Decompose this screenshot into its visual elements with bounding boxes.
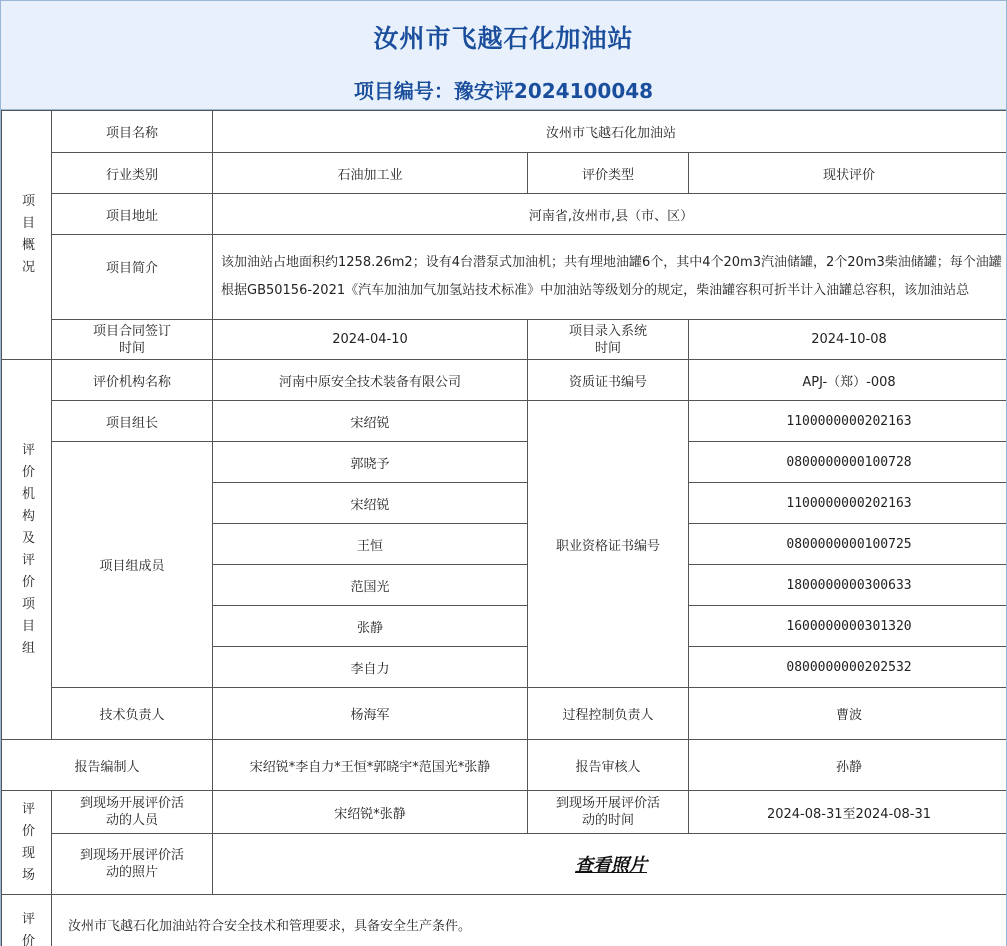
view-photos-link[interactable]: 查看照片 [575, 855, 647, 876]
site-time-label-text: 到现场开展评价活动的时间 [553, 795, 663, 829]
conclusion-text: 汝州市飞越石化加油站符合安全技术和管理要求，具备安全生产条件。 [52, 895, 1007, 946]
member-cert: 0800000000100728 [689, 442, 1007, 483]
process-lead-value: 曹波 [689, 688, 1007, 740]
contract-date-value: 2024-04-10 [213, 320, 528, 360]
process-lead-label: 过程控制负责人 [528, 688, 689, 740]
site-photo-label [52, 834, 213, 895]
address-value: 河南省,汝州市,县（市、区） [213, 194, 1007, 235]
leader-cert: 1100000000202163 [689, 401, 1007, 442]
agency-label: 评价机构名称 [52, 360, 213, 401]
cert-number-label: 资质证书编号 [528, 360, 689, 401]
agency-value: 河南中原安全技术装备有限公司 [213, 360, 528, 401]
contract-date-label-text: 项目合同签订时间 [92, 323, 172, 357]
site-photo-label-text: 到现场开展评价活动的照片 [77, 847, 187, 881]
industry-value: 石油加工业 [213, 153, 528, 194]
project-number: 项目编号：豫安评2024100048 [1, 75, 1006, 104]
site-people-label [52, 791, 213, 834]
member-name: 宋绍锐 [213, 483, 528, 524]
report-header [1, 1, 1006, 110]
address-label: 项目地址 [52, 194, 213, 235]
tech-lead-label: 技术负责人 [52, 688, 213, 740]
industry-label: 行业类别 [52, 153, 213, 194]
entry-date-label-text: 项目录入系统时间 [568, 323, 648, 357]
site-people-label-text: 到现场开展评价活动的人员 [77, 795, 187, 829]
conclusion-section-label: 评价 [2, 895, 52, 946]
report-author-value: 宋绍锐*李自力*王恒*郭晓宇*范国光*张静 [213, 740, 528, 791]
entry-date-value: 2024-10-08 [689, 320, 1007, 360]
entry-date-label [528, 320, 689, 360]
brief-label: 项目简介 [52, 235, 213, 320]
qualification-label: 职业资格证书编号 [528, 401, 689, 688]
org-section-label: 评价机构及评价项目组 [2, 360, 52, 740]
site-time-label [528, 791, 689, 834]
report-title: 汝州市飞越石化加油站 [1, 1, 1006, 55]
overview-section-label: 项目概况 [2, 111, 52, 360]
member-cert: 0800000000100725 [689, 524, 1007, 565]
member-name: 张静 [213, 606, 528, 647]
member-name: 郭晓予 [213, 442, 528, 483]
member-name: 李自力 [213, 647, 528, 688]
tech-lead-value: 杨海军 [213, 688, 528, 740]
project-name-label: 项目名称 [52, 111, 213, 153]
eval-type-label: 评价类型 [528, 153, 689, 194]
brief-line-1: 该加油站占地面积约1258.26m2；设有4台潜泵式加油机；共有埋地油罐6个，其中4个20m3汽油储罐，2个20m3柴油储罐；每个油罐 [213, 249, 1007, 277]
eval-type-value: 现状评价 [689, 153, 1007, 194]
member-cert: 1800000000300633 [689, 565, 1007, 606]
report-author-label: 报告编制人 [2, 740, 213, 791]
cert-number-value: APJ-（郑）-008 [689, 360, 1007, 401]
member-cert: 1600000000301320 [689, 606, 1007, 647]
leader-label: 项目组长 [52, 401, 213, 442]
site-people-value: 宋绍锐*张静 [213, 791, 528, 834]
site-time-value: 2024-08-31至2024-08-31 [689, 791, 1007, 834]
report-table [1, 110, 1007, 946]
site-photo-cell [213, 834, 1007, 895]
brief-line-2: 根据GB50156-2021《汽车加油加气加氢站技术标准》中加油站等级划分的规定，柴油罐容积可折半计入油罐总容积，该加油站总 [213, 277, 1007, 305]
report-reviewer-value: 孙静 [689, 740, 1007, 791]
site-section-label: 评价现场 [2, 791, 52, 895]
contract-date-label [52, 320, 213, 360]
project-name-value: 汝州市飞越石化加油站 [213, 111, 1007, 153]
member-name: 范国光 [213, 565, 528, 606]
report-reviewer-label: 报告审核人 [528, 740, 689, 791]
member-cert: 1100000000202163 [689, 483, 1007, 524]
member-name: 王恒 [213, 524, 528, 565]
brief-value [213, 235, 1007, 320]
members-label: 项目组成员 [52, 442, 213, 688]
leader-name: 宋绍锐 [213, 401, 528, 442]
member-cert: 0800000000202532 [689, 647, 1007, 688]
